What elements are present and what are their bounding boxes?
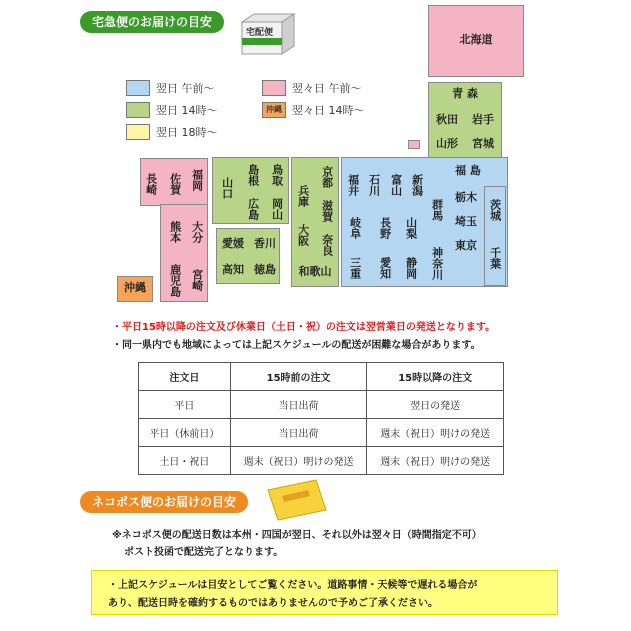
- nekopos-envelope-icon: [264, 478, 330, 522]
- pref-fukushima: 福 島: [455, 164, 481, 177]
- header-after-15: 15時以降の注文: [367, 363, 504, 391]
- table-cell: 当日出荷: [230, 391, 367, 419]
- legend-swatch-blue: [126, 80, 150, 96]
- pref-okayama: 岡山: [270, 198, 284, 220]
- pref-yamagata: 山形: [436, 137, 458, 150]
- pref-osaka: 大阪: [296, 224, 310, 246]
- pref-akita: 秋田: [436, 113, 458, 126]
- table-cell: 平日: [139, 391, 231, 419]
- pref-aomori: 青 森: [452, 87, 478, 100]
- legend-swatch-orange: 沖縄: [262, 102, 286, 118]
- legend-swatch-yellow: [126, 124, 150, 140]
- pref-tochigi: 栃木: [455, 191, 477, 204]
- pref-hokkaido: 北海道: [459, 33, 493, 46]
- pref-hyogo: 兵庫: [296, 185, 310, 207]
- table-row: [139, 419, 504, 447]
- pref-yamaguchi: 山口: [220, 177, 234, 199]
- pref-niigata: 新潟: [410, 174, 424, 196]
- pref-tokushima: 徳島: [254, 263, 276, 276]
- delivery-box-icon: [236, 12, 300, 56]
- pref-chiba: 千葉: [488, 247, 502, 269]
- table-cell: 週末（祝日）明けの発送: [367, 419, 504, 447]
- nekopos-title: ネコポス便のお届けの目安: [80, 491, 248, 513]
- table-cell: 当日出荷: [230, 419, 367, 447]
- small-island: [408, 140, 420, 149]
- pref-kyoto: 京都: [320, 166, 334, 188]
- pref-ehime: 愛媛: [222, 237, 244, 250]
- pref-nagano: 長野: [378, 217, 392, 239]
- footer-line-2: あり、配送日時を確約するものではありませんので予めご了承ください。: [108, 598, 438, 609]
- table-cell: 土日・祝日: [139, 447, 231, 475]
- footer-line-1: ・上記スケジュールは目安としてご覧ください。道路事情・天候等で遅れる場合が: [108, 580, 478, 591]
- pref-oita: 大分: [190, 221, 204, 243]
- pref-ibaraki: 茨城: [488, 199, 502, 221]
- pref-saga: 佐賀: [168, 173, 182, 195]
- legend-blue: [126, 80, 215, 96]
- legend-orange: [262, 102, 365, 118]
- pref-aichi: 愛知: [378, 257, 392, 279]
- table-row: [139, 447, 504, 475]
- header-order-day: 注文日: [139, 363, 231, 391]
- pref-hiroshima: 広島: [246, 198, 260, 220]
- table-header-row: [139, 363, 504, 391]
- legend-label-orange: 翌々日 14時～: [292, 104, 365, 117]
- table-cell: 翌日の発送: [367, 391, 504, 419]
- nekopos-note-1: ※ネコポス便の配送日数は本州・四国が翌日、それ以外は翌々日（時間指定不可）: [112, 530, 482, 541]
- pref-gunma: 群馬: [430, 199, 444, 221]
- note-black: ・同一県内でも地域によっては上記スケジュールの配送が困難な場合があります。: [112, 340, 481, 351]
- pref-iwate: 岩手: [472, 113, 494, 126]
- pref-saitama: 埼玉: [455, 215, 477, 228]
- header-before-15: 15時前の注文: [230, 363, 367, 391]
- legend-label-green: 翌日 14時～: [156, 104, 218, 117]
- box-label: 宅配便: [246, 28, 274, 38]
- pref-gifu: 岐阜: [348, 217, 362, 239]
- pref-fukui: 福井: [346, 174, 360, 196]
- legend-green: [126, 102, 218, 118]
- pref-tokyo: 東京: [455, 239, 477, 252]
- footer-notice-box: [91, 570, 558, 615]
- pref-kagawa: 香川: [254, 237, 276, 250]
- legend-yellow: [126, 124, 218, 140]
- nekopos-note-2: ポスト投函で配送完了となります。: [124, 547, 284, 558]
- pref-kumamoto: 熊本: [168, 221, 182, 243]
- pref-nara: 奈良: [320, 234, 334, 256]
- table-cell: 平日（休前日）: [139, 419, 231, 447]
- pref-yamanashi: 山梨: [404, 217, 418, 239]
- pref-fukuoka: 福岡: [190, 169, 204, 191]
- pref-kanagawa: 神奈川: [430, 246, 444, 280]
- pref-wakayama: 和歌山: [298, 265, 332, 278]
- pref-okinawa: 沖縄: [124, 281, 146, 294]
- pref-kagoshima: 鹿児島: [168, 263, 182, 297]
- schedule-table: [138, 362, 504, 475]
- legend-swatch-pink: [262, 80, 286, 96]
- takkyubin-title: 宅急便のお届けの目安: [80, 11, 224, 33]
- table-cell: 週末（祝日）明けの発送: [367, 447, 504, 475]
- pref-shiga: 滋賀: [320, 200, 334, 222]
- legend-label-pink: 翌々日 午前～: [292, 82, 362, 95]
- note-red: ・平日15時以降の注文及び休業日（土日・祝）の注文は翌営業日の発送となります。: [112, 322, 496, 333]
- pref-toyama: 富山: [389, 174, 403, 196]
- legend-label-yellow: 翌日 18時～: [156, 126, 218, 139]
- table-cell: 週末（祝日）明けの発送: [230, 447, 367, 475]
- pref-shizuoka: 静岡: [404, 257, 418, 279]
- legend-swatch-green: [126, 102, 150, 118]
- pref-mie: 三重: [348, 257, 362, 279]
- legend-label-blue: 翌日 午前～: [156, 82, 215, 95]
- pref-tottori: 鳥取: [270, 164, 284, 186]
- pref-miyazaki: 宮崎: [190, 269, 204, 291]
- pref-kochi: 高知: [222, 263, 244, 276]
- table-row: [139, 391, 504, 419]
- pref-shimane: 島根: [246, 164, 260, 186]
- pref-miyagi: 宮城: [472, 137, 494, 150]
- pref-ishikawa: 石川: [367, 174, 381, 196]
- legend-pink: [262, 80, 362, 96]
- pref-nagasaki: 長崎: [144, 173, 158, 195]
